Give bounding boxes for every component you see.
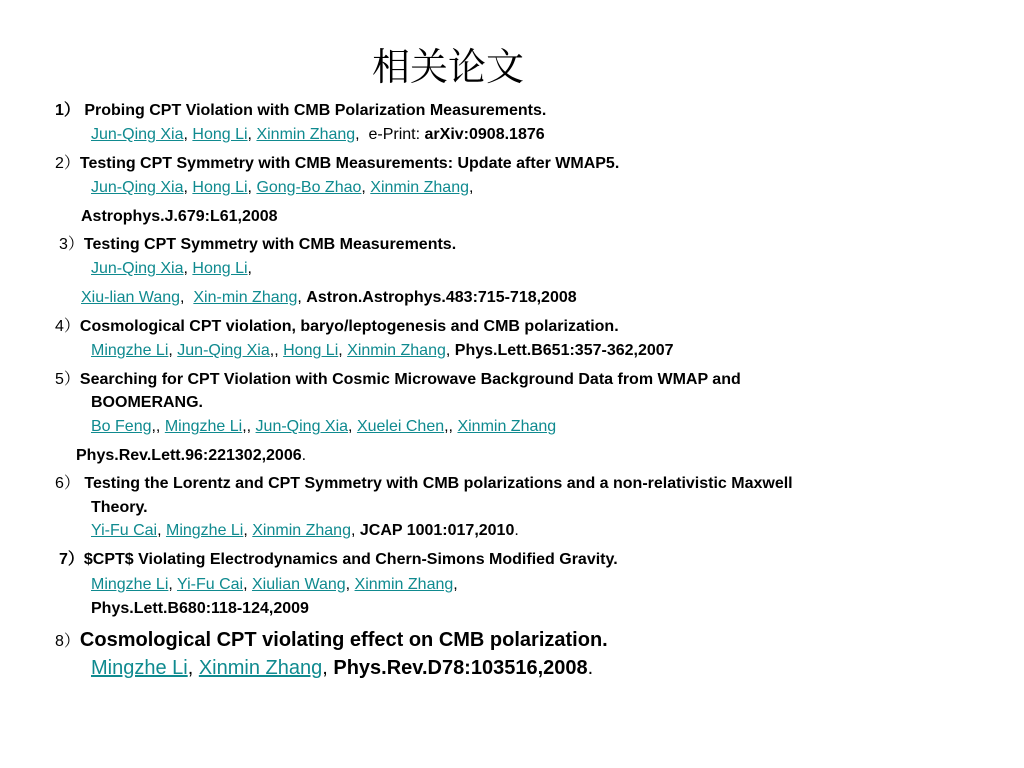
author-link[interactable]: Xinmin Zhang <box>370 179 469 196</box>
paper-2-title-line <box>55 153 619 175</box>
author-link[interactable]: Yi-Fu Cai <box>91 522 158 539</box>
paper-5-title-line <box>55 369 741 391</box>
paper-4-authors: Mingzhe Li, Jun-Qing Xia,, Hong Li, Xinmin Zhang, Phys.Lett.B651:357-362,2007 <box>91 342 674 359</box>
eprint-id: arXiv:0908.1876 <box>424 126 545 143</box>
author-link[interactable]: Hong Li <box>192 260 248 277</box>
author-link[interactable]: Mingzhe Li <box>91 342 169 359</box>
author-link[interactable]: Jun-Qing Xia <box>177 342 270 359</box>
paper-3-journal: Astron.Astrophys.483:715-718,2008 <box>306 289 577 306</box>
author-link[interactable]: Jun-Qing Xia <box>91 126 184 143</box>
paper-6-authors: Yi-Fu Cai, Mingzhe Li, Xinmin Zhang, JCAP 1001:017,2010. <box>91 522 519 539</box>
paper-5-title: Searching for CPT Violation with Cosmic Microwave Background Data from WMAP and <box>79 371 741 388</box>
author-link[interactable]: Xinmin Zhang <box>457 418 557 435</box>
author-link[interactable]: Xinmin Zhang <box>354 576 454 593</box>
author-link[interactable]: Xin-min Zhang <box>193 289 298 306</box>
author-link[interactable]: Xiu-lian Wang <box>81 289 181 306</box>
paper-6-journal: JCAP 1001:017,2010 <box>359 522 515 539</box>
paper-6-number: 6） <box>55 475 80 492</box>
paper-5-title-cont: BOOMERANG. <box>91 394 203 411</box>
paper-5-authors: Bo Feng,, Mingzhe Li,, Jun-Qing Xia, Xuelei Chen,, Xinmin Zhang <box>91 418 557 435</box>
paper-2-number: 2） <box>55 155 80 172</box>
paper-7-title-line <box>59 549 618 571</box>
paper-6-title: Testing the Lorentz and CPT Symmetry with CMB polarizations and a non-relativistic Maxwell <box>84 475 793 492</box>
paper-8-title: Cosmological CPT violating effect on CMB polarization. <box>79 629 608 651</box>
paper-1-authors: Jun-Qing Xia, Hong Li, Xinmin Zhang, e-Print: arXiv:0908.1876 <box>91 126 545 143</box>
paper-3-authors-cont: Xiu-lian Wang, Xin-min Zhang, Astron.Astrophys.483:715-718,2008 <box>81 289 577 306</box>
paper-8-title-line <box>55 627 608 655</box>
paper-5-number: 5） <box>55 371 80 388</box>
paper-2-journal: Astrophys.J.679:L61,2008 <box>81 208 278 225</box>
paper-5-journal: Phys.Rev.Lett.96:221302,2006 <box>76 447 302 464</box>
paper-7-authors: Mingzhe Li, Yi-Fu Cai, Xiulian Wang, Xinmin Zhang, <box>91 576 458 593</box>
paper-8-journal: Phys.Rev.D78:103516,2008 <box>333 657 588 679</box>
author-link[interactable]: Hong Li <box>192 179 248 196</box>
paper-4-title-line <box>55 316 619 338</box>
author-link[interactable]: Mingzhe Li <box>91 657 188 679</box>
author-link[interactable]: Xinmin Zhang <box>347 342 446 359</box>
paper-3-authors: Jun-Qing Xia, Hong Li, <box>91 260 252 277</box>
author-link[interactable]: Bo Feng <box>91 418 152 435</box>
author-link[interactable]: Hong Li <box>283 342 339 359</box>
author-link[interactable]: Jun-Qing Xia <box>255 418 349 435</box>
page-title: 相关论文 <box>371 45 524 89</box>
author-link[interactable]: Jun-Qing Xia <box>91 260 184 277</box>
author-link[interactable]: Hong Li <box>192 126 248 143</box>
paper-2-title: Testing CPT Symmetry with CMB Measurements: Update after WMAP5. <box>79 155 620 172</box>
author-link[interactable]: Yi-Fu Cai <box>176 576 244 593</box>
eprint-label: e-Print: <box>368 126 421 143</box>
author-link[interactable]: Mingzhe Li <box>164 418 243 435</box>
paper-1-number: 1） <box>55 102 80 119</box>
paper-8-authors: Mingzhe Li, Xinmin Zhang, Phys.Rev.D78:103516,2008. <box>91 657 594 679</box>
paper-3-title-line <box>59 234 456 256</box>
paper-1-title: Probing CPT Violation with CMB Polarization Measurements. <box>84 102 547 119</box>
author-link[interactable]: Xinmin Zhang <box>256 126 356 143</box>
author-link[interactable]: Xinmin Zhang <box>252 522 351 539</box>
paper-3-number: 3） <box>59 236 84 253</box>
paper-7-journal: Phys.Lett.B680:118-124,2009 <box>91 600 309 617</box>
paper-4-journal: Phys.Lett.B651:357-362,2007 <box>454 342 674 359</box>
author-link[interactable]: Xinmin Zhang <box>198 657 323 679</box>
paper-3-title: Testing CPT Symmetry with CMB Measurements. <box>83 236 457 253</box>
paper-5-journal-line: Phys.Rev.Lett.96:221302,2006. <box>76 447 307 464</box>
author-link[interactable]: Mingzhe Li <box>165 522 244 539</box>
author-link[interactable]: Xiulian Wang <box>251 576 346 593</box>
author-link[interactable]: Xuelei Chen <box>356 418 445 435</box>
author-link[interactable]: Mingzhe Li <box>91 576 169 593</box>
paper-7-number: 7） <box>59 551 84 568</box>
paper-4-title: Cosmological CPT violation, baryo/leptogenesis and CMB polarization. <box>79 318 619 335</box>
paper-8-number: 8） <box>55 633 80 650</box>
paper-7-title: $CPT$ Violating Electrodynamics and Chern-Simons Modified Gravity. <box>83 551 618 568</box>
author-link[interactable]: Jun-Qing Xia <box>91 179 184 196</box>
paper-2-authors: Jun-Qing Xia, Hong Li, Gong-Bo Zhao, Xinmin Zhang, <box>91 179 474 196</box>
paper-6-title-line <box>55 473 793 495</box>
paper-6-title-cont: Theory. <box>91 499 148 516</box>
author-link[interactable]: Gong-Bo Zhao <box>256 179 362 196</box>
paper-1-title-line <box>55 100 546 122</box>
paper-4-number: 4） <box>55 318 80 335</box>
